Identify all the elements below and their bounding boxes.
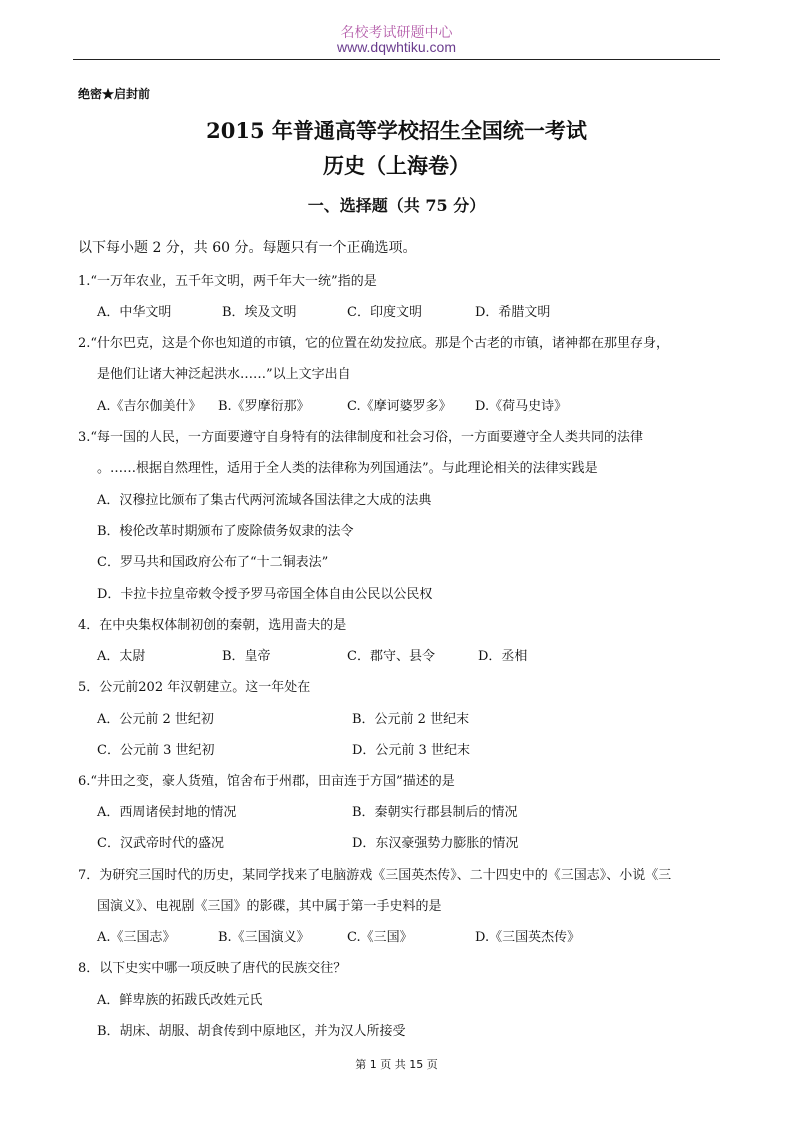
- question-5-option-b: B．公元前 2 世纪末: [352, 712, 470, 727]
- question-6-option-a: A．西周诸侯封地的情况: [97, 805, 237, 820]
- question-4-stem: 4．在中央集权体制初创的秦朝，选用啬夫的是: [78, 618, 347, 633]
- question-1-option-a: A．中华文明: [97, 305, 172, 320]
- question-1-option-b: B．埃及文明: [222, 305, 297, 320]
- question-7-option-a: A.《三国志》: [97, 930, 176, 945]
- question-7-option-d: D.《三国英杰传》: [475, 930, 581, 945]
- question-6-option-b: B．秦朝实行郡县制后的情况: [352, 805, 518, 820]
- question-5-stem: 5．公元前202 年汉朝建立。这一年处在: [78, 680, 311, 695]
- site-url[interactable]: www.dqwhtiku.com: [336, 39, 457, 55]
- question-1-option-c: C．印度文明: [347, 305, 422, 320]
- section-heading: 一、选择题（共 75 分）: [307, 196, 486, 215]
- question-7-stem-line2: 国演义》、电视剧《三国》的影碟，其中属于第一手史料的是: [97, 899, 442, 914]
- question-2-stem-line2: 是他们让诸大神泛起洪水……”以上文字出自: [97, 367, 351, 382]
- question-3-option-b: B．梭伦改革时期颁布了废除债务奴隶的法令: [97, 524, 354, 539]
- instructions: 以下每小题 2 分，共 60 分。每题只有一个正确选项。: [78, 240, 417, 256]
- question-4-option-d: D．丞相: [478, 649, 528, 664]
- question-7-option-b: B.《三国演义》: [218, 930, 310, 945]
- question-7-option-c: C.《三国》: [347, 930, 413, 945]
- question-8-stem: 8．以下史实中哪一项反映了唐代的民族交往？: [78, 961, 347, 976]
- question-5-option-a: A．公元前 2 世纪初: [97, 712, 214, 727]
- question-4-option-b: B．皇帝: [222, 649, 271, 664]
- question-7-stem-line1: 7．为研究三国时代的历史，某同学找来了电脑游戏《三国英杰传》、二十四史中的《三国志》、小说《三: [78, 868, 672, 883]
- question-6-option-c: C．汉武帝时代的盛况: [97, 836, 224, 851]
- question-5-option-c: C．公元前 3 世纪初: [97, 743, 215, 758]
- confidential-label: 绝密★启封前: [78, 87, 151, 101]
- question-6-option-d: D．东汉豪强势力膨胀的情况: [352, 836, 519, 851]
- question-1-stem: 1.“一万年农业，五千年文明，两千年大一统”指的是: [78, 274, 377, 289]
- question-2-stem-line1: 2.“什尔巴克，这是个你也知道的市镇，它的位置在幼发拉底。那是个古老的市镇，诸神都在那里存身，: [78, 336, 670, 351]
- question-3-option-a: A．汉穆拉比颁布了集古代两河流域各国法律之大成的法典: [97, 493, 432, 508]
- question-2-option-a: A.《吉尔伽美什》: [97, 399, 202, 414]
- question-8-option-a: A．鲜卑族的拓跋氏改姓元氏: [97, 993, 263, 1008]
- question-3-stem-line2: 。……根据自然理性，适用于全人类的法律称为列国通法”。与此理论相关的法律实践是: [97, 461, 598, 476]
- site-name: 名校考试研题中心: [340, 25, 453, 41]
- question-2-option-d: D.《荷马史诗》: [475, 399, 568, 414]
- question-1-option-d: D．希腊文明: [475, 305, 551, 320]
- page-footer: 第 1 页 共 15 页: [355, 1058, 438, 1071]
- question-3-option-c: C．罗马共和国政府公布了“十二铜表法”: [97, 555, 329, 570]
- question-5-option-d: D．公元前 3 世纪末: [352, 743, 470, 758]
- question-4-option-a: A．太尉: [97, 649, 146, 664]
- question-8-option-b: B．胡床、胡服、胡食传到中原地区，并为汉人所接受: [97, 1024, 406, 1039]
- question-2-option-b: B.《罗摩衍那》: [218, 399, 310, 414]
- question-3-stem-line1: 3.“每一国的人民，一方面要遵守自身特有的法律制度和社会习俗，一方面要遵守全人类共同的法律: [78, 430, 644, 445]
- exam-title: 2015 年普通高等学校招生全国统一考试: [206, 118, 587, 143]
- exam-subtitle: 历史（上海卷）: [323, 153, 470, 178]
- question-6-stem: 6.“井田之变，豪人货殖，馆舍布于州郡，田亩连于方国”描述的是: [78, 774, 455, 789]
- header-rule: [73, 59, 720, 60]
- question-2-option-c: C.《摩诃婆罗多》: [347, 399, 452, 414]
- question-4-option-c: C．郡守、县令: [347, 649, 435, 664]
- question-3-option-d: D．卡拉卡拉皇帝敕令授予罗马帝国全体自由公民以公民权: [97, 587, 433, 602]
